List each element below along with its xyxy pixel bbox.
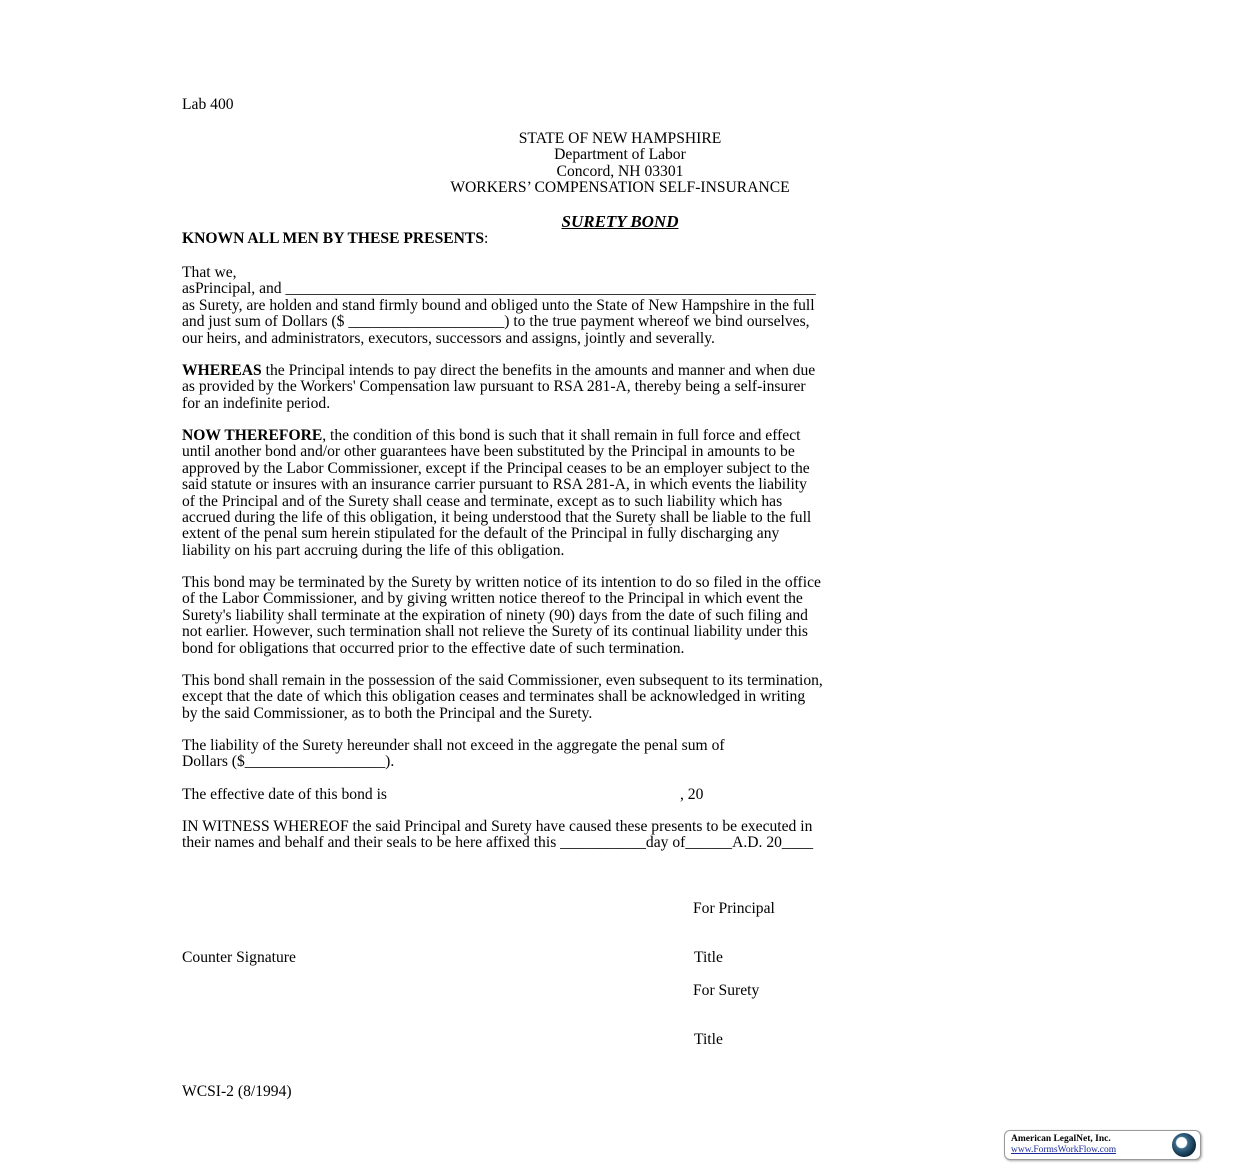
line: asPrincipal, and ____________________________________________________________________	[182, 280, 816, 298]
line: The liability of the Surety hereunder shall not exceed in the aggregate the penal sum of	[182, 737, 725, 754]
document-title: SURETY BOND	[561, 212, 679, 231]
paragraph-witness	[182, 819, 813, 852]
effective-year: , 20	[680, 786, 704, 803]
line: , the condition of this bond is such that it shall remain in full force and effect	[322, 427, 801, 444]
line: bond for obligations that occurred prior to the effective date of such termination.	[182, 639, 685, 657]
line: the Principal intends to pay direct the benefits in the amounts and manner and when due	[261, 362, 816, 379]
form-code: WCSI-2 (8/1994)	[182, 1083, 292, 1100]
known-text: KNOWN ALL MEN BY THESE PRESENTS	[182, 230, 484, 247]
logo-name: American LegalNet, Inc.	[1011, 1134, 1111, 1144]
line: IN WITNESS WHEREOF the said Principal and Surety have caused these presents to be executed in	[182, 818, 813, 835]
line: until another bond and/or other guarantees have been substituted by the Principal in amounts to be	[182, 443, 795, 461]
header-line: Concord, NH 03301	[556, 162, 684, 180]
whereas-lead: WHEREAS	[182, 362, 262, 379]
colon: :	[484, 230, 489, 247]
line: except that the date of which this obligation ceases and terminates shall be acknowledged in writing	[182, 688, 806, 706]
line: and just sum of Dollars ($ ____________________) to the true payment whereof we bind ourselves,	[182, 313, 810, 331]
line: not earlier. However, such termination shall not relieve the Surety of its continual liability under this	[182, 623, 809, 641]
logo-url-link[interactable]: www.FormsWorkFlow.com	[1011, 1145, 1117, 1155]
line: Surety's liability shall terminate at the expiration of ninety (90) days from the date of such filing and	[182, 606, 808, 624]
form-id: Lab 400	[182, 96, 234, 113]
line: of the Principal and of the Surety shall cease and terminate, except as to such liability which has	[182, 492, 783, 510]
line: extent of the penal sum herein stipulated for the default of the Principal in fully discharging any	[182, 525, 780, 543]
for-principal-label: For Principal	[693, 900, 775, 917]
paragraph-termination	[182, 575, 821, 657]
header-line: Department of Labor	[554, 146, 686, 164]
line: said statute or insures with an insurance carrier pursuant to RSA 281-A, in which events the liability	[182, 476, 807, 494]
line: for an indefinite period.	[182, 394, 331, 412]
line: That we,	[182, 264, 237, 281]
paragraph-parties	[182, 265, 816, 347]
paragraph-possession	[182, 673, 823, 722]
american-legalnet-logo[interactable]	[1004, 1130, 1201, 1160]
title-label: Title	[694, 949, 723, 966]
line: liability on his part accruing during the life of this obligation.	[182, 541, 565, 559]
header-line: STATE OF NEW HAMPSHIRE	[518, 130, 722, 147]
known-heading	[182, 231, 488, 247]
paragraph-liability	[182, 738, 725, 771]
line: as provided by the Workers' Compensation law pursuant to RSA 281-A, thereby being a self-insurer	[182, 378, 806, 396]
effective-date-label: The effective date of this bond is	[182, 786, 387, 803]
paragraph-now-therefore	[182, 428, 811, 559]
line: our heirs, and administrators, executors, successors and assigns, jointly and severally.	[182, 329, 715, 347]
line: as Surety, are holden and stand firmly bound and obliged unto the State of New Hampshire in the full	[182, 296, 815, 314]
globe-icon	[1172, 1133, 1196, 1157]
paragraph-whereas	[182, 363, 815, 412]
counter-signature-label: Counter Signature	[182, 949, 296, 966]
now-therefore-lead: NOW THEREFORE	[182, 427, 323, 444]
line: accrued during the life of this obligation, it being understood that the Surety shall be liable to the full	[182, 508, 812, 526]
line: their names and behalf and their seals to be here affixed this ___________day of______A.D. 20____	[182, 834, 814, 852]
for-surety-label: For Surety	[693, 982, 760, 999]
line: approved by the Labor Commissioner, except if the Principal ceases to be an employer subject to the	[182, 459, 810, 477]
header	[0, 131, 1240, 197]
line: of the Labor Commissioner, and by giving written notice thereof to the Principal in which event the	[182, 590, 803, 608]
title-label: Title	[694, 1031, 723, 1048]
header-line: WORKERS’ COMPENSATION SELF-INSURANCE	[450, 179, 790, 197]
line: Dollars ($__________________).	[182, 753, 395, 771]
line: This bond may be terminated by the Surety by written notice of its intention to do so filed in the office	[182, 574, 821, 591]
line: by the said Commissioner, as to both the Principal and the Surety.	[182, 704, 593, 722]
line: This bond shall remain in the possession of the said Commissioner, even subsequent to its termination,	[182, 672, 823, 689]
